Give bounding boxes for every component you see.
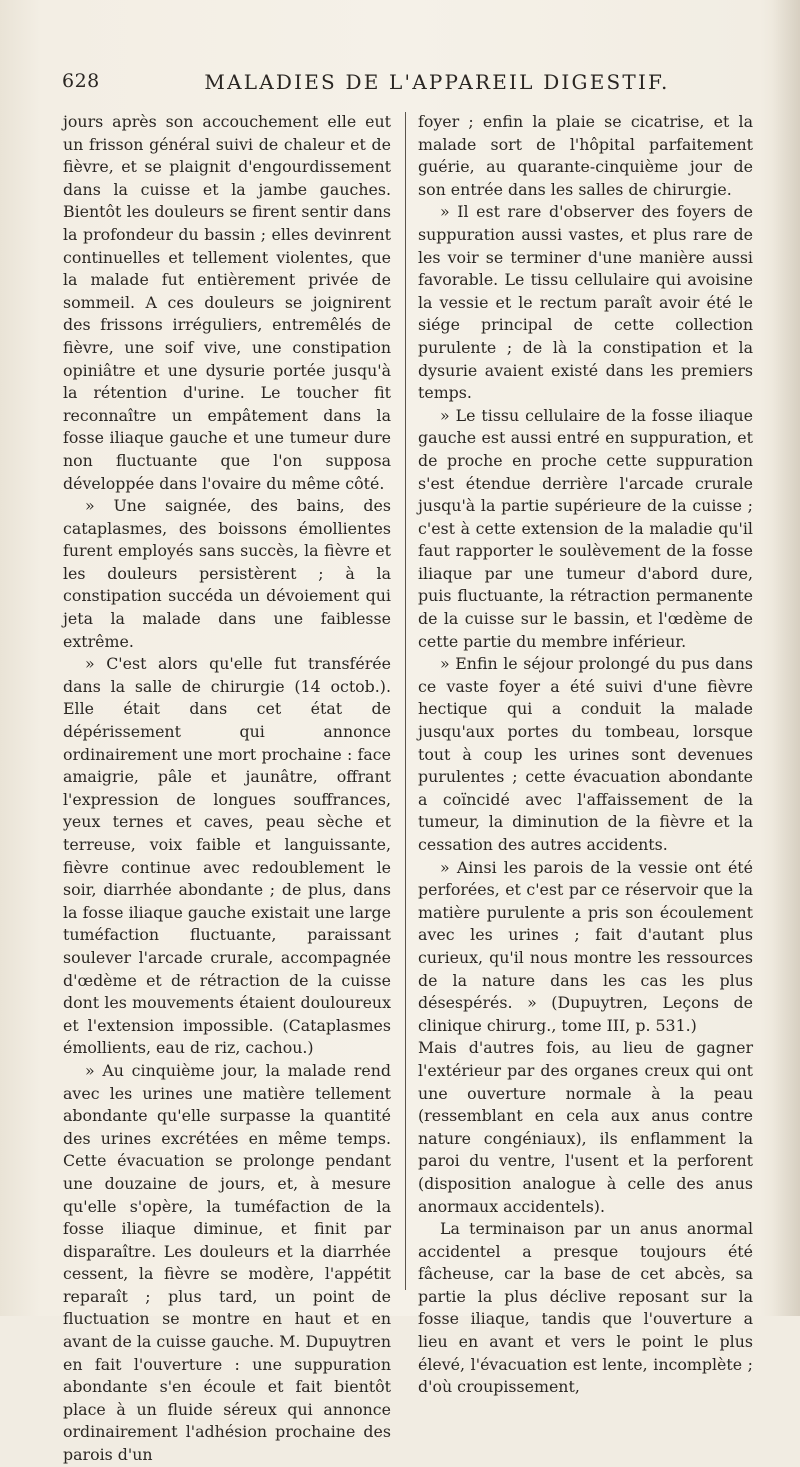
paragraph: » Une saignée, des bains, des cataplasmes, des boissons émollientes furent employés sans succès, la fièvre et les douleurs persistèrent ; à la constipation succéda un dévoiement qui jeta la malade dans une faiblesse extrême. <box>63 496 391 651</box>
paragraph: La terminaison par un anus anormal accidentel a presque toujours été fâcheuse, car la base de cet abcès, sa partie la plus déclive reposant sur la fosse iliaque, tandis que l'ouverture a lieu en avant et vers le point le plus élevé, l'évacuation est lente, incomplète ; d'où croupissement, <box>418 1219 753 1397</box>
paragraph: jours après son accouchement elle eut un frisson général suivi de chaleur et de fièvre, et se plaignit d'engourdissement dans la cuisse et la jambe gauches. Bientôt les douleurs se firent sentir dans la profondeur du bassin ; elles devinrent continuelles et tellement violentes, que la malade fut entièrement privée de sommeil. A ces douleurs se joignirent des frissons irréguliers, entremêlés de fièvre, une soif vive, une constipation opiniâtre et une dysurie portée jusqu'à la rétention d'urine. Le toucher fit reconnaître un empâtement dans la fosse iliaque gauche et une tumeur dure non fluctuante que l'on supposa développée dans l'ovaire du même côté. <box>63 112 391 493</box>
paragraph: » Il est rare d'observer des foyers de suppuration aussi vastes, et plus rare de les voir se terminer d'une manière aussi favorable. Le tissu cellulaire qui avoisine la vessie et le rectum paraît avoir été le siége principal de cette collection purulente ; de là la constipation et la dysurie avaient existé dans les premiers temps. <box>418 202 753 403</box>
paragraph: » C'est alors qu'elle fut transférée dans la salle de chirurgie (14 octob.). Elle était dans cet état de dépérissement qui annonce ordinairement une mort prochaine : face amaigrie, pâle et jaunâtre, offrant l'expression de longues souffrances, yeux ternes et caves, peau sèche et terreuse, voix faible et languissante, fièvre continue avec redoublement le soir, diarrhée abondante ; de plus, dans la fosse iliaque gauche existait une large tuméfaction fluctuante, paraissant soulever l'arcade crurale, accompagnée d'œdème et de rétraction de la cuisse dont les mouvements étaient douloureux et l'extension impossible. (Cataplasmes émollients, eau de riz, cachou.) <box>63 654 391 1058</box>
paragraph: » Ainsi les parois de la vessie ont été perforées, et c'est par ce réservoir que la matière purulente a pris son écoulement avec les urines ; fait d'autant plus curieux, qu'il nous montre les ressources de la nature dans les cas les plus désespérés. » (Dupuytren, Leçons de clinique chirurg., tome III, p. 531.) <box>418 857 753 1035</box>
paragraph: foyer ; enfin la plaie se cicatrise, et la malade sort de l'hôpital parfaitement guérie, au quarante-cinquième jour de son entrée dans les salles de chirurgie. <box>418 112 753 199</box>
page-header <box>52 70 764 96</box>
page-edge-shadow <box>772 0 800 1316</box>
column-divider <box>405 112 406 1290</box>
paragraph: » Au cinquième jour, la malade rend avec les urines une matière tellement abondante qu'elle surpasse la quantité des urines excrétées en même temps. Cette évacuation se prolonge pendant une douzaine de jours, et, à mesure qu'elle s'opère, la tuméfaction de la fosse iliaque diminue, et finit par disparaître. Les douleurs et la diarrhée cessent, la fièvre se modère, l'appétit reparaît ; plus tard, un point de fluctuation se montre en haut et en avant de la cuisse gauche. M. Dupuytren en fait l'ouverture : une suppuration abondante s'en écoule et fait bientôt place à un fluide séreux qui annonce ordinairement l'adhésion prochaine des parois d'un <box>63 1060 391 1465</box>
paragraph: Mais d'autres fois, au lieu de gagner l'extérieur par des organes creux qui ont une ouverture normale à la peau (ressemblant en cela aux anus contre nature congéniaux), ils enflamment la paroi du ventre, l'usent et la perforent (disposition analogue à celle des anus anormaux accidentels). <box>418 1038 753 1216</box>
page-number: 628 <box>62 70 100 92</box>
left-column <box>63 111 391 1467</box>
paragraph: » Enfin le séjour prolongé du pus dans ce vaste foyer a été suivi d'une fièvre hectique qui a conduit la malade jusqu'aux portes du tombeau, lorsque tout à coup les urines sont devenues purulentes ; cette évacuation abondante a coïncidé avec l'affaissement de la tumeur, la diminution de la fièvre et la cessation des autres accidents. <box>418 654 753 854</box>
running-title: MALADIES DE L'APPAREIL DIGESTIF. <box>204 70 670 94</box>
right-column <box>418 111 753 1399</box>
paragraph: » Le tissu cellulaire de la fosse iliaque gauche est aussi entré en suppuration, et de proche en proche cette suppuration s'est étendue derrière l'arcade crurale jusqu'à la partie supérieure de la cuisse ; c'est à cette extension de la maladie qu'il faut rapporter le soulèvement de la fosse iliaque par une tumeur d'abord dure, puis fluctuante, la rétraction permanente de la cuisse sur le bassin, et l'œdème de cette partie du membre inférieur. <box>418 405 753 651</box>
